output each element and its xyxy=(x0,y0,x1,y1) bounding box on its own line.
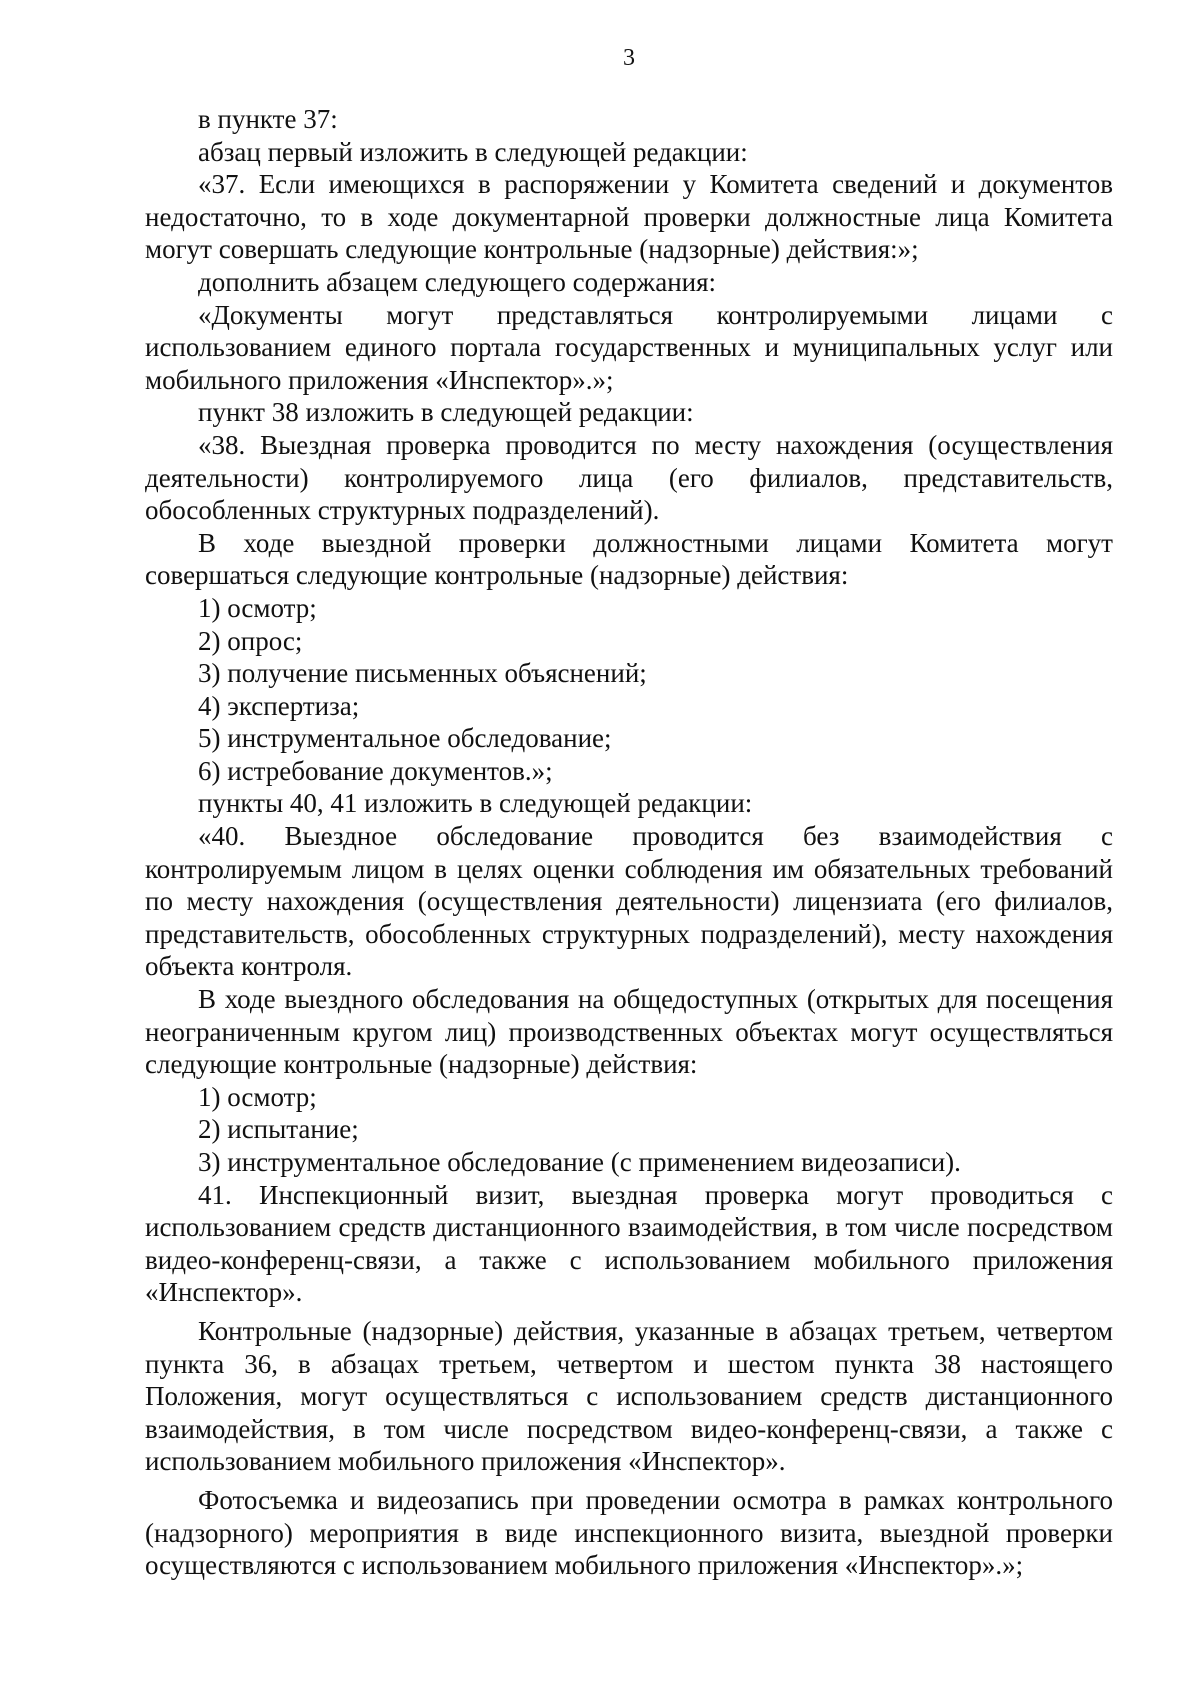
paragraph-9: пункты 40, 41 изложить в следующей редакции: xyxy=(198,788,753,819)
paragraph-10: «40. Выездное обследование проводится без взаимодействия с контролируемым лицом в целях оценки соблюдения им обязательных требований по месту нахождения (осуществления деятельности) лицензиата (его филиалов, представительств, обособленных структурных подразделений), месту нахождения объекта контроля. xyxy=(145,821,1113,982)
paragraph-14: Фотосъемка и видеозапись при проведении осмотра в рамках контрольного (надзорного) мероприятия в виде инспекционного визита, выездной проверки осуществляются с использованием мобильного приложения «Инспектор».»; xyxy=(145,1484,1113,1581)
document-body xyxy=(145,103,1113,1582)
list-item-5: 5) инструментальное обследование; xyxy=(198,723,612,754)
paragraph-3: «37. Если имеющихся в распоряжении у Комитета сведений и документов недостаточно, то в ходе документарной проверки должностные лица Комитета могут совершать следующие контрольные (надзорные) действия:»; xyxy=(145,169,1113,265)
list-item-7: 1) осмотр; xyxy=(198,1081,317,1112)
paragraph-1: в пункте 37: xyxy=(198,104,338,134)
list-item-9: 3) инструментальное обследование (с применением видеозаписи). xyxy=(198,1147,961,1177)
list-item-2: 2) опрос; xyxy=(198,625,303,656)
document-page xyxy=(145,0,1113,1697)
list-item-6: 6) истребование документов.»; xyxy=(198,755,553,786)
paragraph-2: абзац первый изложить в следующей редакции: xyxy=(198,136,748,167)
paragraph-4: дополнить абзацем следующего содержания: xyxy=(198,266,717,297)
paragraph-12: 41. Инспекционный визит, выездная проверка могут проводиться с использованием средств дистанционного взаимодействия, в том числе посредством видео-конференц-связи, а также с использованием мобильного приложения «Инспектор». xyxy=(145,1179,1113,1308)
list-item-1: 1) осмотр; xyxy=(198,592,317,623)
paragraph-11: В ходе выездного обследования на общедоступных (открытых для посещения неограниченным кругом лиц) производственных объектах могут осуществляться следующие контрольные (надзорные) действия: xyxy=(145,984,1113,1080)
page-number: 3 xyxy=(623,45,635,71)
paragraph-6: пункт 38 изложить в следующей редакции: xyxy=(198,397,694,428)
list-item-3: 3) получение письменных объяснений; xyxy=(198,658,647,689)
list-item-4: 4) экспертиза; xyxy=(198,690,360,721)
paragraph-8: В ходе выездной проверки должностными лицами Комитета могут совершаться следующие контрольные (надзорные) действия: xyxy=(145,527,1113,591)
paragraph-7: «38. Выездная проверка проводится по месту нахождения (осуществления деятельности) контролируемого лица (его филиалов, представительств, обособленных структурных подразделений). xyxy=(145,429,1113,526)
list-item-8: 2) испытание; xyxy=(198,1114,359,1145)
paragraph-13: Контрольные (надзорные) действия, указанные в абзацах третьем, четвертом пункта 36, в абзацах третьем, четвертом и шестом пункта 38 настоящего Положения, могут осуществляться с использованием средств дистанционного взаимодействия, в том числе посредством видео-конференц-связи, а также с использованием мобильного приложения «Инспектор». xyxy=(145,1315,1113,1477)
paragraph-5: «Документы могут представляться контролируемыми лицами с использованием единого портала государственных и муниципальных услуг или мобильного приложения «Инспектор».»; xyxy=(145,299,1113,395)
